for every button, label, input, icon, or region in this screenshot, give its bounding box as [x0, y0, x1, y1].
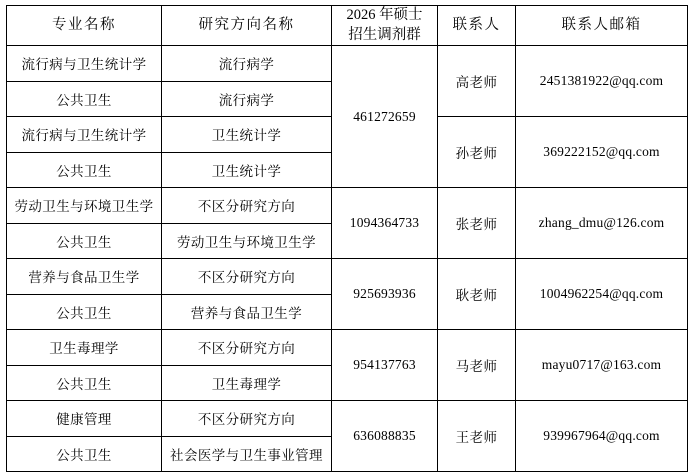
cell-contact: 耿老师 [438, 259, 516, 330]
cell-email: mayu0717@163.com [516, 330, 688, 401]
cell-major: 流行病与卫生统计学 [7, 117, 162, 153]
table-body [7, 46, 688, 472]
table-header [7, 6, 688, 46]
cell-major: 健康管理 [7, 401, 162, 437]
header-email: 联系人邮箱 [516, 6, 688, 46]
cell-major: 公共卫生 [7, 223, 162, 259]
cell-qq-group: 1094364733 [332, 188, 438, 259]
cell-major: 公共卫生 [7, 294, 162, 330]
cell-direction: 不区分研究方向 [162, 259, 332, 295]
cell-major: 劳动卫生与环境卫生学 [7, 188, 162, 224]
cell-direction: 卫生毒理学 [162, 365, 332, 401]
table-row [7, 259, 688, 295]
header-contact: 联系人 [438, 6, 516, 46]
cell-contact: 张老师 [438, 188, 516, 259]
cell-direction: 流行病学 [162, 46, 332, 82]
cell-email: 939967964@qq.com [516, 401, 688, 472]
cell-email: 2451381922@qq.com [516, 46, 688, 117]
cell-qq-group: 461272659 [332, 46, 438, 188]
cell-contact: 马老师 [438, 330, 516, 401]
cell-qq-group: 636088835 [332, 401, 438, 472]
cell-direction: 流行病学 [162, 81, 332, 117]
header-major: 专业名称 [7, 6, 162, 46]
header-qq-group-line1: 2026 年硕士 [346, 7, 423, 23]
header-direction: 研究方向名称 [162, 6, 332, 46]
cell-major: 流行病与卫生统计学 [7, 46, 162, 82]
cell-major: 卫生毒理学 [7, 330, 162, 366]
cell-major: 公共卫生 [7, 365, 162, 401]
table-row [7, 188, 688, 224]
header-qq-group-line2: 招生调剂群 [348, 26, 421, 43]
cell-direction: 卫生统计学 [162, 117, 332, 153]
cell-qq-group: 954137763 [332, 330, 438, 401]
cell-contact: 王老师 [438, 401, 516, 472]
cell-direction: 社会医学与卫生事业管理 [162, 436, 332, 472]
cell-major: 公共卫生 [7, 436, 162, 472]
header-qq-group [332, 6, 438, 46]
cell-direction: 不区分研究方向 [162, 401, 332, 437]
cell-direction: 卫生统计学 [162, 152, 332, 188]
cell-major: 公共卫生 [7, 81, 162, 117]
admissions-table [6, 5, 688, 472]
cell-direction: 劳动卫生与环境卫生学 [162, 223, 332, 259]
cell-contact: 高老师 [438, 46, 516, 117]
cell-direction: 营养与食品卫生学 [162, 294, 332, 330]
cell-contact: 孙老师 [438, 117, 516, 188]
cell-email: 1004962254@qq.com [516, 259, 688, 330]
table-row [7, 401, 688, 437]
cell-email: zhang_dmu@126.com [516, 188, 688, 259]
header-row [7, 6, 688, 46]
table-row [7, 46, 688, 82]
cell-major: 营养与食品卫生学 [7, 259, 162, 295]
cell-email: 369222152@qq.com [516, 117, 688, 188]
cell-direction: 不区分研究方向 [162, 188, 332, 224]
cell-qq-group: 925693936 [332, 259, 438, 330]
table-row [7, 330, 688, 366]
cell-major: 公共卫生 [7, 152, 162, 188]
cell-direction: 不区分研究方向 [162, 330, 332, 366]
